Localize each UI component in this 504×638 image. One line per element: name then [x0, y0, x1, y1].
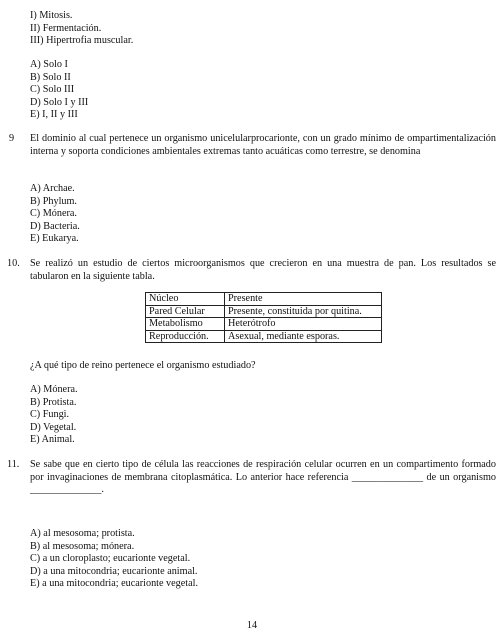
answer-option[interactable]: B) Protista.	[30, 396, 77, 408]
question-number: 11.	[7, 459, 20, 470]
answer-option[interactable]: E) I, II y III	[30, 109, 78, 121]
table-cell: Asexual, mediante esporas.	[225, 330, 382, 343]
question-number: 10.	[7, 258, 20, 269]
answer-option[interactable]: D) Vegetal.	[30, 421, 77, 433]
question-text: El dominio al cual pertenece un organismo unicelularprocarionte, con un grado mínimo de ompartimentalización interna y soporta condiciones ambientales extremas tanto acuáticas como terrestre, se denomina	[30, 133, 496, 157]
answer-option[interactable]: B) Phylum.	[30, 195, 77, 207]
answer-option[interactable]: A) Solo I	[30, 59, 68, 70]
results-table	[145, 292, 382, 343]
answer-option[interactable]: A) Archae.	[30, 183, 75, 194]
answer-option[interactable]: E) a una mitocondria; eucarionte vegetal.	[30, 578, 199, 590]
answer-option[interactable]: B) al mesosoma; mónera.	[30, 540, 135, 552]
answer-option[interactable]: C) a un cloroplasto; eucarionte vegetal.	[30, 553, 191, 565]
question-text: Se realizó un estudio de ciertos microorganismos que crecieron en una muestra de pan. Los resultados se tabularon en la siguiente tabla.	[30, 258, 496, 282]
statement-item: I) Mitosis.	[30, 10, 73, 21]
table-cell: Heterótrofo	[225, 318, 382, 331]
table-row	[146, 318, 382, 331]
answer-option[interactable]: D) Solo I y III	[30, 96, 89, 108]
statement-item: II) Fermentación.	[30, 22, 102, 34]
table-cell: Presente, constituida por quitina.	[225, 305, 382, 318]
answer-option[interactable]: A) al mesosoma; protista.	[30, 528, 135, 539]
answer-option[interactable]: D) Bacteria.	[30, 220, 80, 232]
table-cell: Metabolismo	[146, 318, 225, 331]
table-cell: Pared Celular	[146, 305, 225, 318]
answer-option[interactable]: C) Fungi.	[30, 409, 70, 421]
table-row	[146, 330, 382, 343]
page-number: 14	[246, 620, 258, 631]
table-cell: Reproducción.	[146, 330, 225, 343]
answer-option[interactable]: D) a una mitocondria; eucarionte animal.	[30, 565, 198, 577]
table-cell: Presente	[225, 293, 382, 306]
answer-option[interactable]: A) Mónera.	[30, 384, 78, 395]
table-cell: Núcleo	[146, 293, 225, 306]
answer-option[interactable]: C) Mónera.	[30, 208, 77, 220]
answer-option[interactable]: E) Eukarya.	[30, 233, 79, 245]
answer-option[interactable]: E) Animal.	[30, 434, 75, 446]
statement-item: III) Hipertrofia muscular.	[30, 35, 134, 47]
question-number: 9	[9, 133, 15, 144]
table-row	[146, 293, 382, 306]
question-text: Se sabe que en cierto tipo de célula las reacciones de respiración celular ocurren en un compartimento formado por invaginaciones de membrana citoplasmática. Lo anterior hace referencia ______________ de un organismo ______________.	[30, 459, 496, 496]
answer-option[interactable]: B) Solo II	[30, 71, 71, 83]
table-row	[146, 305, 382, 318]
question-prompt: ¿A qué tipo de reino pertenece el organismo estudiado?	[30, 360, 256, 371]
answer-option[interactable]: C) Solo III	[30, 84, 75, 96]
